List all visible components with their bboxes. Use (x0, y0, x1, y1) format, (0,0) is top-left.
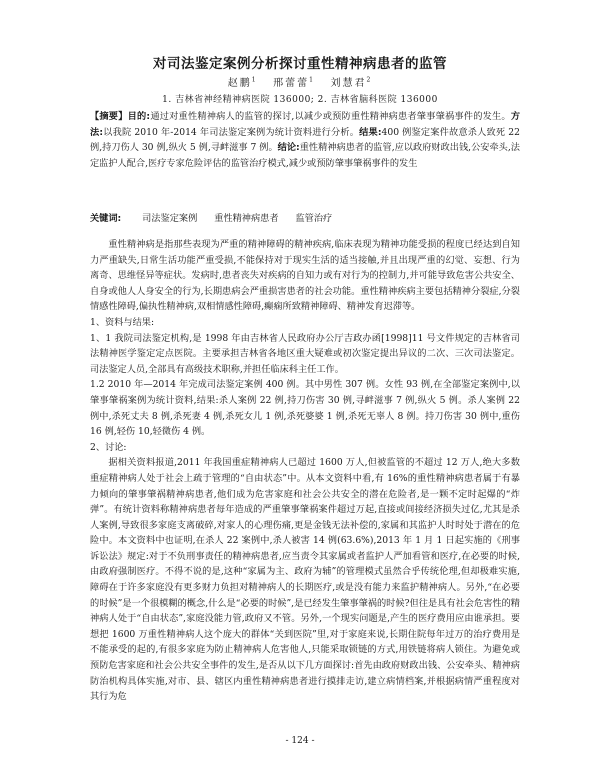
body-paragraph: 1.2 2010 年—2014 年完成司法鉴定案例 400 例。其中男性 307 例。女性 93 例,在全部鉴定案例中,以肇事肇祸案例为统计资料,结果:杀人案例 22 例,持刀伤害 30 例,寻衅滋事 7 例,纵火 5 例。杀人案例 22 例中,杀死丈夫 8 例,杀死妻 4 例,杀死女儿 1 例,杀死婆婆 1 例,杀死无辜人 8 例。持刀伤害 30 例中,重伤 16 例,轻伤 10,轻微伤 4 例。 (90, 379, 520, 438)
result-text: 400 例鉴定案件故意杀人致死 22 例,持刀伤人 30 例,纵火 5 例,寻衅滋事 7 例。 (90, 126, 520, 154)
purpose-label: 目的: (127, 111, 151, 122)
conclusion-label: 结论: (277, 142, 300, 154)
keyword: 司法鉴定案例 (142, 213, 198, 224)
method-label: 方法: (90, 111, 520, 138)
author-list (0, 74, 600, 89)
keywords-label: 关键词: (90, 213, 122, 224)
author-affiliation-mark: 1 (251, 76, 258, 84)
keywords (90, 212, 520, 226)
body-paragraph: 重性精神病是指那些表现为严重的精神障碍的精神疾病,临床表现为精神功能受损的程度已经达到自知力严重缺失,日常生活功能严重受损,不能保持对于现实生活的适当接触,并且出现严重的幻觉、妄想、行为离奇、思维怪异等症状。发病时,患者丧失对疾病的自知力或有对行为的控制力,并可能导致危害公共安全、自身或他人人身安全的行为,长期患病会严重损害患者的社会功能。重性精神疾病主要包括精神分裂症,分裂情感性障碍,偏执性精神病,双相情感性障碍,癫痫所致精神障碍、精神发育迟滞等。 (90, 239, 520, 313)
article-body (90, 237, 520, 705)
body-paragraph: 1、1 我院司法鉴定机构,是 1998 年由吉林省人民政府办公厅吉政办函[1998]11 号文件规定的吉林省司法精神医学鉴定定点医院。主要承担吉林省各地区重大疑难或初次鉴定提出异议的二次、三次司法鉴定。司法鉴定人员,全部具有高级技术职称,并担任临床科主任工作。 (90, 332, 520, 375)
result-label: 结果: (359, 126, 382, 138)
author-name: 赵鹏 (227, 78, 252, 89)
keyword: 监管治疗 (295, 213, 333, 224)
author-name: 刘慧君 (330, 78, 367, 89)
article-title: 对司法鉴定案例分析探讨重性精神病患者的监管 (153, 56, 447, 72)
body-paragraph: 据相关资料报道,2011 年我国重症精神病人已超过 1600 万人,但被监管的不超过 12 万人,绝大多数重症精神病人处于社会上疏于管理的“自由状态”中。从本文资料中看,有 16%的重性精神病患者属于有暴力倾向的肇事肇祸精神病患者,他们成为危害家庭和社会公共安全的潜在危险者,是一颗不定时起爆的“炸弹”。有统计资料称精神病患者每年造成的严重肇事肇祸案件超过万起,直接或间接经济损失过亿,尤其是杀人案例,导致很多家庭支离破碎,对家人的心理伤痛,更是金钱无法补偿的,家属和其监护人时时处于潜在的危险中。本文资料中也证明,在杀人 22 案例中,杀人被害 14 例(63.6%),2013 年 1 月 1 日起实施的《刑事诉讼法》规定:对于不负刑事责任的精神病患者,应当责令其家属或者监护人严加看管和医疗,在必要的时候,由政府强制医疗。不得不说的是,这种“家属为主、政府为辅”的管理模式虽然合乎传统伦理,但却极难实施,障碍在于许多家庭没有更多财力负担对精神病人的长期医疗,或是没有能力来监护精神病人。另外,“在必要的时候”是一个很模糊的概念,什么是“必要的时候”,是已经发生肇事肇祸的时候?但往是具有社会危害性的精神病人处于“自由状态”,家庭没能力管,政府又不管。另外,一个现实问题是,产生的医疗费用应由谁承担。要想把 1600 万重性精神病人这个庞大的群体“关到医院”里,对于家庭来说,长期住院每年过万的治疗费用是不能承受的起的,有很多家庭为防止精神病人危害他人,只能采取锁链的方式,用铁链将病人锁住。为避免或预防危害家庭和社会公共安全事件的发生,是否从以下几方面探讨:首先由政府财政出钱、公安牵头、精神病防治机构具体实施,对市、县、辖区内重性精神病患者进行摸排走访,建立病情档案,并根据病情严重程度对其行为危 (90, 457, 520, 703)
section-heading: 2、讨论: (90, 441, 127, 453)
author-affiliation-mark: 2 (366, 76, 373, 84)
abstract-label: 【摘要】 (90, 111, 128, 122)
affiliation: 1. 吉林省神经精神病医院 136000; 2. 吉林省脑科医院 136000 (162, 95, 438, 105)
section-heading: 1、资料与结果: (90, 316, 155, 328)
purpose-text: 通过对重性精神病人的监管的探讨,以减少或预防重性精神病患者肇事肇祸事件的发生。 (150, 111, 511, 122)
method-text: 以我院 2010 年-2014 年司法鉴定案例为统计资料进行分析。 (103, 126, 360, 138)
abstract (90, 109, 520, 171)
author-name: 邢蕾蕾 (273, 78, 310, 89)
conclusion-text: 重性精神病患者的监管,应以政府财政出钱,公安牵头,法定监护人配合,医疗专家危险评估的监管治疗模式,减少或预防肇事肇祸事件的发生 (90, 142, 520, 169)
page-number: - 124 - (285, 736, 315, 746)
author-affiliation-mark: 1 (309, 76, 315, 84)
keyword: 重性精神病患者 (214, 213, 279, 224)
